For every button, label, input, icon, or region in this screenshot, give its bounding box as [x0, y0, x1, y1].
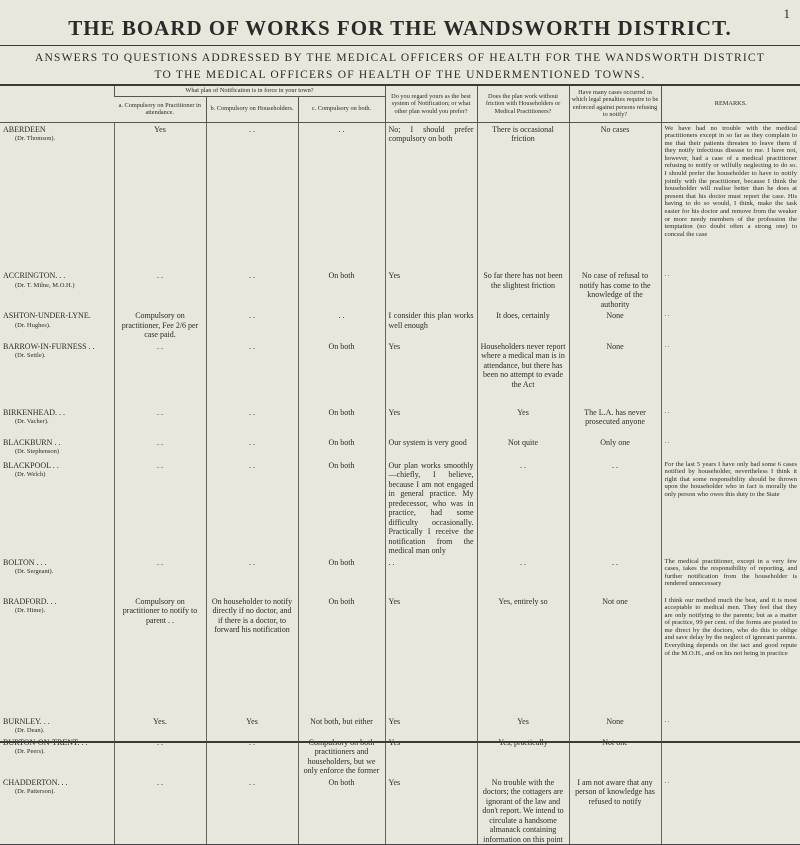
doctor-name: (Dr. Thomson). [15, 135, 56, 142]
friction-cell: So far there has not been the slightest friction [477, 269, 569, 309]
town-name: ASHTON-UNDER-LYNE. [3, 311, 91, 320]
table-row [0, 776, 800, 845]
penalties-cell: Not one [569, 736, 661, 776]
col-b-cell: . . [206, 340, 298, 406]
remarks-cell: . . [661, 776, 800, 845]
penalties-cell: No cases [569, 122, 661, 269]
col-a-cell: . . [114, 776, 206, 845]
col-b-cell: On householder to notify directly if no doctor, and if there is a doctor, to forward his notification [206, 595, 298, 715]
remarks-cell: The medical practitioner, except in a very few cases, takes the responsibility of reporting, and further notification from the householder is rendered unnecessary [661, 556, 800, 595]
friction-cell: . . [477, 556, 569, 595]
table-bottom-rule [0, 741, 800, 743]
table-row [0, 595, 800, 715]
table-row [0, 309, 800, 340]
town-cell [0, 776, 114, 845]
friction-cell: Yes [477, 406, 569, 436]
col-c-cell: On both [298, 436, 385, 459]
remarks-cell: I think our method much the best, and it is most acceptable to medical men. They feel that they are only notifying to the parents; but as a matter of practice, 99 per cent. of the forms are posted to me direct by the doctors, who do this to oblige and save delay by the neglect of ignorant parents. Everything depends on the tact and good repute of the M.O.H., and on his not being in practice [661, 595, 800, 715]
table-row [0, 269, 800, 309]
col-c-cell: On both [298, 556, 385, 595]
friction-cell: Not quite [477, 436, 569, 459]
town-cell [0, 406, 114, 436]
col-a-cell: . . [114, 556, 206, 595]
doctor-name: (Dr. Settle). [15, 352, 46, 359]
col-b-cell: . . [206, 436, 298, 459]
prefer-cell: Yes [385, 776, 477, 845]
col-a-cell: . . [114, 436, 206, 459]
doctor-name: (Dr. Hime). [15, 607, 46, 614]
col-c-cell: . . [298, 122, 385, 269]
doctor-name: (Dr. Hughes). [15, 321, 51, 329]
col-c-cell: On both [298, 340, 385, 406]
doctor-name: (Dr. Patterson). [15, 788, 55, 795]
col-b-cell: . . [206, 122, 298, 269]
town-cell [0, 556, 114, 595]
table-row [0, 406, 800, 436]
remarks-cell: . . [661, 406, 800, 436]
col-b-cell: . . [206, 406, 298, 436]
col-c-cell: . . [298, 309, 385, 340]
col-c-cell: Not both, but either [298, 715, 385, 736]
table-row [0, 556, 800, 595]
table-row [0, 715, 800, 736]
prefer-cell: Yes [385, 340, 477, 406]
table-row [0, 436, 800, 459]
col-c-cell: On both [298, 406, 385, 436]
col-b-cell: Yes [206, 715, 298, 736]
document-title: THE BOARD OF WORKS FOR THE WANDSWORTH DISTRICT. [68, 16, 732, 40]
col-a-cell: . . [114, 459, 206, 556]
col-a-cell: . . [114, 736, 206, 776]
col-c-header: c. Compulsory on both. [298, 96, 385, 122]
table-body [0, 122, 800, 845]
town-cell [0, 459, 114, 556]
col-c-cell: On both [298, 595, 385, 715]
doctor-name: (Dr. Sergeant). [15, 568, 54, 575]
town-cell [0, 122, 114, 269]
col-a-cell: Compulsory on practitioner, Fee 2/6 per case paid. [114, 309, 206, 340]
col-b-cell: . . [206, 776, 298, 845]
doctor-name: (Dr. Welch) [15, 471, 46, 478]
col-a-cell: Yes. [114, 715, 206, 736]
col-b-cell: . . [206, 309, 298, 340]
doctor-name: (Dr. Vacher). [15, 418, 49, 425]
town-cell [0, 595, 114, 715]
town-cell [0, 715, 114, 736]
prefer-cell: . . [385, 556, 477, 595]
col-b-cell: . . [206, 459, 298, 556]
col-c-cell: On both [298, 459, 385, 556]
town-cell [0, 436, 114, 459]
doctor-name: (Dr. Dean). [15, 727, 45, 734]
remarks-header: REMARKS. [661, 86, 800, 122]
title-rule [0, 45, 800, 46]
prefer-cell: Our system is very good [385, 436, 477, 459]
document-subtitle: ANSWERS TO QUESTIONS ADDRESSED BY THE MEDICAL OFFICERS OF HEALTH FOR THE WANDSWORTH DISTRICT TO THE MEDICAL OFFICERS OF HEALTH OF THE UNDERMENTIONED TOWNS. [34, 52, 766, 81]
remarks-cell: We have had no trouble with the medical practitioners except in so far as they complain to me that their patients threaten to leave them if they notify infectious disease to me. I have not, however, had a case of a medical practitioner refusing to notify or wilfully neglecting to do so. I should prefer the householder to have to notify jointly with the practitioner, because I think the householder will realise better than he does at present that his doctor must report the case. His having to do so would, I think, make the task easier for his doctor and remove from the weaker or more needy members of the profession the temptation (no doubt often a strong one) to conceal the case [661, 122, 800, 269]
town-name: BRADFORD. . . [3, 596, 57, 606]
prefer-cell: Yes [385, 715, 477, 736]
col-b-cell: . . [206, 736, 298, 776]
friction-cell: Yes, practically [477, 736, 569, 776]
penalties-cell: None [569, 340, 661, 406]
col-a-cell: . . [114, 269, 206, 309]
remarks-cell: . . [661, 269, 800, 309]
col-c-cell: On both [298, 776, 385, 845]
town-name: CHADDERTON. . . [3, 777, 68, 787]
prefer-cell: No; I should prefer compulsory on both [385, 122, 477, 269]
friction-cell: There is occasional friction [477, 122, 569, 269]
town-name: BLACKPOOL . . [3, 460, 59, 470]
prefer-header: Do you regard yours as the best system of Notification; or what other plan would you prefer? [385, 86, 477, 122]
prefer-cell: Yes [385, 736, 477, 776]
col-a-cell: . . [114, 340, 206, 406]
table-row [0, 122, 800, 269]
prefer-cell: I consider this plan works well enough [385, 309, 477, 340]
penalties-cell: The L.A. has never prosecuted anyone [569, 406, 661, 436]
col-c-cell: On both [298, 269, 385, 309]
penalties-cell: Not one [569, 595, 661, 715]
town-cell [0, 269, 114, 309]
friction-cell: . . [477, 459, 569, 556]
prefer-cell: Our plan works smoothly—chiefly, I believe, because I am not engaged in general practice. My predecessor, who was in practice, had some difficulty occasionally. Practically I receive the notification from the medical man only [385, 459, 477, 556]
penalties-cell: No case of refusal to notify has come to the knowledge of the authority [569, 269, 661, 309]
penalties-cell: . . [569, 556, 661, 595]
town-cell [0, 340, 114, 406]
town-name: ACCRINGTON. . . [3, 271, 66, 280]
town-name: BURTON-ON-TRENT. . . [3, 737, 88, 747]
friction-cell: Yes, entirely so [477, 595, 569, 715]
doctor-name: (Dr. Peers). [15, 748, 45, 755]
answers-table [0, 86, 800, 845]
penalties-header: Have many cases occurred in which legal penalties require to be enforced against persons refusing to notify? [569, 86, 661, 122]
town-name: ABERDEEN [3, 124, 46, 134]
col-a-cell: . . [114, 406, 206, 436]
remarks-cell: For the last 5 years I have only had some 6 cases notified by householder, nevertheless I think it right that some responsibility should be thrown upon the householder who in fact is morally the only person who owes this duty to the State [661, 459, 800, 556]
penalties-cell: . . [569, 459, 661, 556]
town-name: BLACKBURN . . [3, 437, 61, 447]
col-a-cell: Compulsory on practitioner to notify to parent . . [114, 595, 206, 715]
remarks-cell: . . [661, 736, 800, 776]
prefer-cell: Yes [385, 595, 477, 715]
col-b-cell: . . [206, 269, 298, 309]
table-row [0, 340, 800, 406]
friction-header: Does the plan work without friction with Householders or Medical Practitioners? [477, 86, 569, 122]
friction-cell: It does, certainly [477, 309, 569, 340]
col-b-header: b. Compulsory on Householders. [206, 96, 298, 122]
remarks-cell: . . [661, 340, 800, 406]
penalties-cell: None [569, 309, 661, 340]
prefer-cell: Yes [385, 269, 477, 309]
town-name: BARROW-IN-FURNESS . . [3, 341, 95, 351]
town-name: BURNLEY. . . [3, 716, 50, 726]
penalties-cell: I am not aware that any person of knowledge has refused to notify [569, 776, 661, 845]
doctor-name: (Dr. Stephenson) [15, 448, 60, 455]
town-name: BIRKENHEAD. . . [3, 407, 65, 417]
table-row [0, 459, 800, 556]
col-a-header: a. Compulsory on Practitioner in attendance. [114, 96, 206, 122]
friction-cell: Yes [477, 715, 569, 736]
penalties-cell: Only one [569, 436, 661, 459]
prefer-cell: Yes [385, 406, 477, 436]
remarks-cell: . . [661, 436, 800, 459]
remarks-cell: . . [661, 309, 800, 340]
penalties-cell: None [569, 715, 661, 736]
remarks-cell: . . [661, 715, 800, 736]
col-a-cell: Yes [114, 122, 206, 269]
town-name: BOLTON . . . [3, 557, 47, 567]
col-b-cell: . . [206, 556, 298, 595]
page-number: 1 [783, 6, 790, 21]
friction-cell: No trouble with the doctors; the cottagers are ignorant of the law and don't report. We intend to circulate a handsome almanack containing information on this point [477, 776, 569, 845]
plan-group-header: What plan of Notification is in force in your town? [114, 86, 385, 96]
friction-cell: Householders never report where a medical man is in attendance, but there has been no attempt to evade the Act [477, 340, 569, 406]
col-c-cell: Compulsory on both practitioners and householders, but we only enforce the former [298, 736, 385, 776]
doctor-name: (Dr. T. Milne, M.O.H.) [15, 281, 75, 289]
town-cell [0, 309, 114, 340]
